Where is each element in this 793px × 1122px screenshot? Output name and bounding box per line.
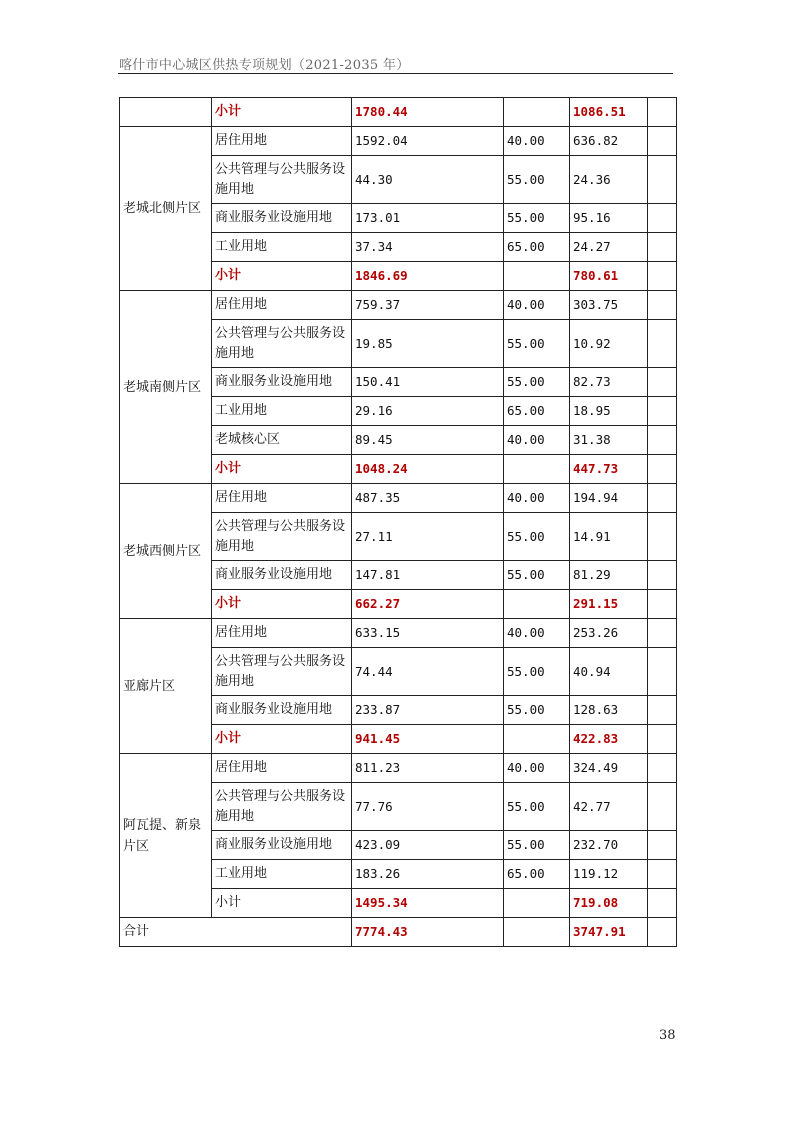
category-cell: 公共管理与公共服务设施用地 — [212, 156, 352, 204]
category-cell: 商业服务业设施用地 — [212, 204, 352, 233]
area-cell: 29.16 — [352, 397, 504, 426]
rate-cell: 55.00 — [504, 513, 570, 561]
value-cell: 291.15 — [570, 590, 648, 619]
extra-cell — [648, 204, 677, 233]
extra-cell — [648, 889, 677, 918]
rate-cell: 40.00 — [504, 291, 570, 320]
value-cell: 42.77 — [570, 783, 648, 831]
subtotal-label-cell: 小计 — [212, 262, 352, 291]
subtotal-label-cell: 小计 — [212, 590, 352, 619]
value-cell: 232.70 — [570, 831, 648, 860]
extra-cell — [648, 127, 677, 156]
value-cell: 31.38 — [570, 426, 648, 455]
value-cell: 10.92 — [570, 320, 648, 368]
value-cell: 780.61 — [570, 262, 648, 291]
table-row — [120, 754, 677, 783]
total-row — [120, 918, 677, 947]
value-cell: 14.91 — [570, 513, 648, 561]
value-cell: 324.49 — [570, 754, 648, 783]
rate-cell: 65.00 — [504, 860, 570, 889]
extra-cell — [648, 484, 677, 513]
region-cell: 老城北侧片区 — [120, 127, 212, 291]
category-cell: 商业服务业设施用地 — [212, 561, 352, 590]
subtotal-label-cell: 小计 — [212, 889, 352, 918]
area-cell: 89.45 — [352, 426, 504, 455]
rate-cell — [504, 455, 570, 484]
document-header-title: 喀什市中心城区供热专项规划（2021-2035 年） — [119, 58, 410, 73]
area-cell: 147.81 — [352, 561, 504, 590]
rate-cell: 55.00 — [504, 204, 570, 233]
value-cell: 18.95 — [570, 397, 648, 426]
extra-cell — [648, 368, 677, 397]
area-cell: 1592.04 — [352, 127, 504, 156]
extra-cell — [648, 156, 677, 204]
area-cell: 44.30 — [352, 156, 504, 204]
rate-cell: 40.00 — [504, 619, 570, 648]
value-cell: 194.94 — [570, 484, 648, 513]
value-cell: 24.27 — [570, 233, 648, 262]
area-cell: 27.11 — [352, 513, 504, 561]
rate-cell — [504, 725, 570, 754]
category-cell: 商业服务业设施用地 — [212, 696, 352, 725]
area-cell: 19.85 — [352, 320, 504, 368]
table-row — [120, 619, 677, 648]
extra-cell — [648, 754, 677, 783]
rate-cell: 55.00 — [504, 831, 570, 860]
area-cell: 1846.69 — [352, 262, 504, 291]
value-cell: 3747.91 — [570, 918, 648, 947]
extra-cell — [648, 98, 677, 127]
area-cell: 759.37 — [352, 291, 504, 320]
category-cell: 老城核心区 — [212, 426, 352, 455]
table-row — [120, 127, 677, 156]
area-cell: 423.09 — [352, 831, 504, 860]
value-cell: 636.82 — [570, 127, 648, 156]
category-cell: 公共管理与公共服务设施用地 — [212, 513, 352, 561]
category-cell: 居住用地 — [212, 484, 352, 513]
extra-cell — [648, 860, 677, 889]
table-row — [120, 291, 677, 320]
area-cell: 487.35 — [352, 484, 504, 513]
rate-cell: 40.00 — [504, 426, 570, 455]
rate-cell: 55.00 — [504, 561, 570, 590]
rate-cell: 40.00 — [504, 127, 570, 156]
rate-cell: 55.00 — [504, 783, 570, 831]
area-cell: 74.44 — [352, 648, 504, 696]
value-cell: 82.73 — [570, 368, 648, 397]
value-cell: 422.83 — [570, 725, 648, 754]
value-cell: 128.63 — [570, 696, 648, 725]
heat-load-table — [119, 97, 677, 947]
table-row — [120, 98, 677, 127]
category-cell: 公共管理与公共服务设施用地 — [212, 320, 352, 368]
area-cell: 633.15 — [352, 619, 504, 648]
value-cell: 719.08 — [570, 889, 648, 918]
extra-cell — [648, 590, 677, 619]
category-cell: 商业服务业设施用地 — [212, 368, 352, 397]
value-cell: 24.36 — [570, 156, 648, 204]
area-cell: 7774.43 — [352, 918, 504, 947]
rate-cell: 55.00 — [504, 320, 570, 368]
value-cell: 81.29 — [570, 561, 648, 590]
rate-cell — [504, 590, 570, 619]
value-cell: 119.12 — [570, 860, 648, 889]
rate-cell — [504, 918, 570, 947]
area-cell: 37.34 — [352, 233, 504, 262]
area-cell: 1048.24 — [352, 455, 504, 484]
area-cell: 150.41 — [352, 368, 504, 397]
category-cell: 工业用地 — [212, 860, 352, 889]
rate-cell: 55.00 — [504, 648, 570, 696]
area-cell: 811.23 — [352, 754, 504, 783]
value-cell: 95.16 — [570, 204, 648, 233]
extra-cell — [648, 725, 677, 754]
rate-cell — [504, 262, 570, 291]
area-cell: 233.87 — [352, 696, 504, 725]
extra-cell — [648, 320, 677, 368]
table-body — [120, 98, 677, 947]
rate-cell: 55.00 — [504, 368, 570, 397]
region-cell: 老城南侧片区 — [120, 291, 212, 484]
area-cell: 173.01 — [352, 204, 504, 233]
extra-cell — [648, 831, 677, 860]
table-row — [120, 484, 677, 513]
region-cell — [120, 98, 212, 127]
category-cell: 商业服务业设施用地 — [212, 831, 352, 860]
rate-cell: 40.00 — [504, 484, 570, 513]
value-cell: 253.26 — [570, 619, 648, 648]
page-number: 38 — [659, 1028, 676, 1043]
rate-cell: 65.00 — [504, 397, 570, 426]
category-cell: 居住用地 — [212, 291, 352, 320]
extra-cell — [648, 561, 677, 590]
extra-cell — [648, 426, 677, 455]
header-divider — [118, 73, 673, 74]
category-cell: 公共管理与公共服务设施用地 — [212, 783, 352, 831]
rate-cell: 55.00 — [504, 696, 570, 725]
value-cell: 447.73 — [570, 455, 648, 484]
extra-cell — [648, 455, 677, 484]
extra-cell — [648, 648, 677, 696]
subtotal-label-cell: 小计 — [212, 455, 352, 484]
area-cell: 941.45 — [352, 725, 504, 754]
category-cell: 工业用地 — [212, 233, 352, 262]
extra-cell — [648, 918, 677, 947]
value-cell: 303.75 — [570, 291, 648, 320]
rate-cell: 55.00 — [504, 156, 570, 204]
rate-cell — [504, 98, 570, 127]
extra-cell — [648, 513, 677, 561]
category-cell: 公共管理与公共服务设施用地 — [212, 648, 352, 696]
extra-cell — [648, 696, 677, 725]
rate-cell: 65.00 — [504, 233, 570, 262]
area-cell: 77.76 — [352, 783, 504, 831]
region-cell: 阿瓦提、新泉片区 — [120, 754, 212, 918]
category-cell: 工业用地 — [212, 397, 352, 426]
rate-cell — [504, 889, 570, 918]
category-cell: 居住用地 — [212, 619, 352, 648]
rate-cell: 40.00 — [504, 754, 570, 783]
area-cell: 183.26 — [352, 860, 504, 889]
extra-cell — [648, 262, 677, 291]
value-cell: 1086.51 — [570, 98, 648, 127]
extra-cell — [648, 397, 677, 426]
extra-cell — [648, 291, 677, 320]
subtotal-label-cell: 小计 — [212, 98, 352, 127]
area-cell: 662.27 — [352, 590, 504, 619]
area-cell: 1780.44 — [352, 98, 504, 127]
region-cell: 亚廊片区 — [120, 619, 212, 754]
area-cell: 1495.34 — [352, 889, 504, 918]
category-cell: 居住用地 — [212, 127, 352, 156]
total-label-cell: 合计 — [120, 918, 352, 947]
extra-cell — [648, 233, 677, 262]
category-cell: 居住用地 — [212, 754, 352, 783]
extra-cell — [648, 619, 677, 648]
region-cell: 老城西侧片区 — [120, 484, 212, 619]
value-cell: 40.94 — [570, 648, 648, 696]
extra-cell — [648, 783, 677, 831]
subtotal-label-cell: 小计 — [212, 725, 352, 754]
